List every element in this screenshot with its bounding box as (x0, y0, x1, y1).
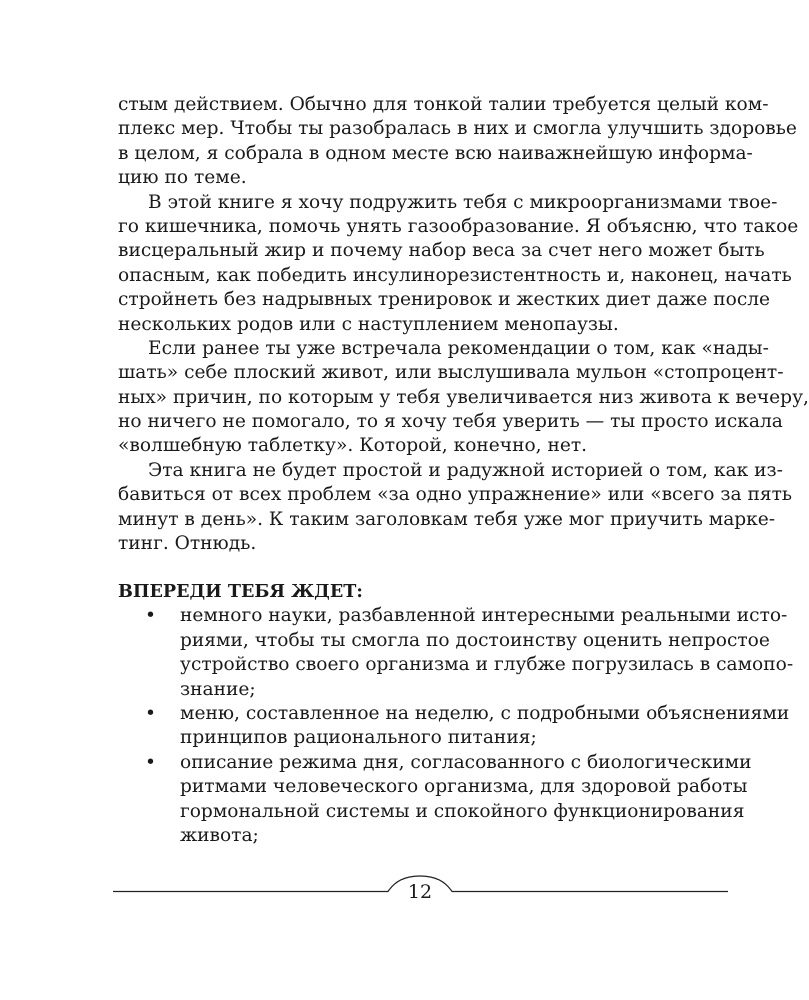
text-line: знание; (180, 678, 256, 700)
bullet-icon: • (145, 702, 156, 724)
text-line: цию по теме. (118, 167, 247, 189)
text-line: стройнеть без надрывных тренировок и жестких диет даже после (118, 289, 771, 311)
text-line: В этой книге я хочу подружить тебя с микроорганизмами твое- (148, 191, 778, 213)
text-line: в целом, я собрала в одном месте всю наиважнейшую информа- (118, 142, 753, 164)
bullet-icon: • (145, 751, 156, 773)
text-line: бавиться от всех проблем «за одно упражнение» или «всего за пять (118, 484, 792, 506)
text-line: стым действием. Обычно для тонкой талии требуется целый ком- (118, 94, 769, 115)
page-footer (113, 872, 728, 912)
paragraph (118, 337, 809, 459)
paragraph (118, 459, 792, 557)
text-line: Эта книга не будет простой и радужной историей о том, как из- (148, 459, 783, 481)
text-line: го кишечника, помочь унять газообразование. Я объясню, что такое (118, 215, 799, 237)
text-line: минут в день». К таким заголовкам тебя уже мог приучить марке- (118, 508, 776, 530)
text-line: опасным, как победить инсулинорезистентность и, наконец, начать (118, 264, 792, 286)
text-line: плекс мер. Чтобы ты разобралась в них и смогла улучшить здоровье (118, 118, 797, 140)
text-line: описание режима дня, согласованного с биологическими (180, 751, 752, 773)
text-line: висцеральный жир и почему набор веса за счет него может быть (118, 240, 765, 262)
text-line: тинг. Отнюдь. (118, 533, 257, 555)
text-line: живота; (180, 824, 259, 846)
text-line: гормональной системы и спокойного функционирования (180, 800, 745, 822)
text-line: меню, составленное на неделю, с подробными объяснениями (180, 702, 790, 724)
paragraph (118, 191, 799, 337)
page-number: 12 (407, 881, 433, 903)
list-item (118, 751, 752, 849)
text-line: «волшебную таблетку». Которой, конечно, нет. (118, 435, 588, 457)
text-line: ритмами человеческого организма, для здоровой работы (180, 776, 748, 798)
bullet-icon: • (145, 605, 156, 627)
text-line: Если ранее ты уже встречала рекомендации о том, как «нады- (148, 337, 769, 359)
list-item (118, 604, 794, 702)
page-body (118, 93, 809, 848)
text-line: устройство своего организма и глубже погрузилась в самопо- (180, 654, 794, 676)
text-line: ных» причин, по которым у тебя увеличивается низ живота к вечеру, (118, 386, 809, 408)
text-line: шать» себе плоский живот, или выслушивала мульон «стопроцент- (118, 362, 784, 384)
text-line: принципов рационального питания; (180, 727, 537, 749)
text-line: риями, чтобы ты смогла по достоинству оценить непростое (180, 629, 770, 651)
list-item (118, 702, 790, 751)
text-line: немного науки, разбавленной интересными реальными исто- (180, 605, 788, 627)
paragraph (118, 93, 797, 191)
text-line: но ничего не помогало, то я хочу тебя уверить — ты просто искала (118, 411, 783, 433)
text-line: нескольких родов или с наступлением менопаузы. (118, 313, 619, 335)
section-heading: ВПЕРЕДИ ТЕБЯ ЖДЕТ: (118, 581, 363, 603)
